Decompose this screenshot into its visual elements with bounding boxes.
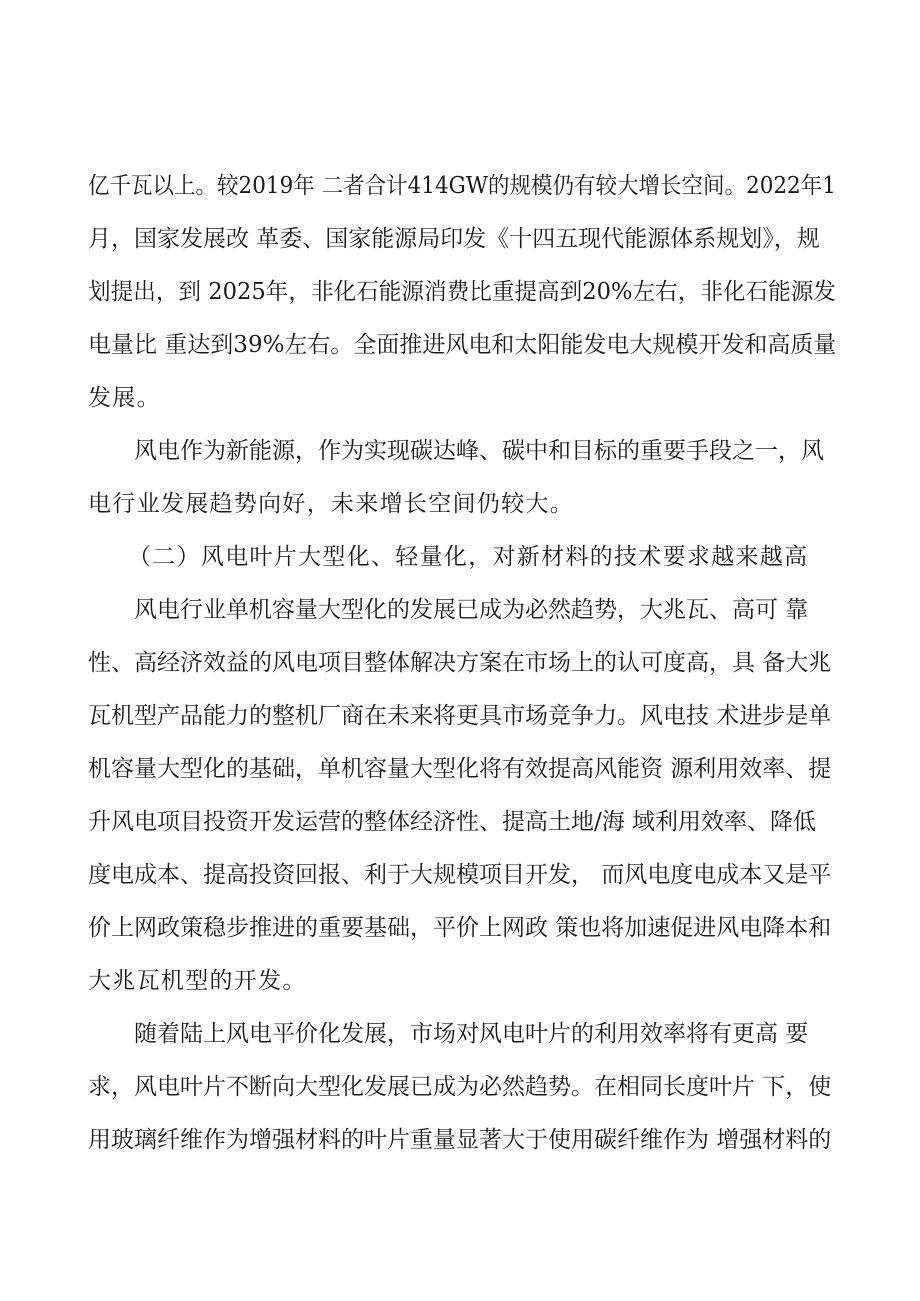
text-line: 价上网政策稳步推进的重要基础，平价上网政 策也将加速促进风电降本和 — [88, 915, 832, 941]
section-heading: （二）风电叶片大型化、轻量化，对新材料的技术要求越来越高 — [128, 544, 809, 570]
text-line: 升风电项目投资开发运营的整体经济性、提高土地/海 域利用效率、降低 — [88, 809, 817, 835]
text-line: 划提出，到 2025年，非化石能源消费比重提高到20%左右，非化石能源发 — [88, 279, 836, 305]
text-line: 求，风电叶片不断向大型化发展已成为必然趋势。在相同长度叶片 下，使 — [88, 1074, 832, 1100]
text-line: 度电成本、提高投资回报、利于大规模项目开发， 而风电度电成本又是平 — [88, 862, 832, 888]
text-line: 大兆瓦机型的开发。 — [88, 968, 307, 994]
text-line: 随着陆上风电平价化发展，市场对风电叶片的利用效率将有更高 要 — [134, 1021, 809, 1047]
text-line: 机容量大型化的基础，单机容量大型化将有效提高风能资 源利用效率、提 — [88, 756, 832, 782]
text-line: 风电作为新能源，作为实现碳达峰、碳中和目标的重要手段之一，风 — [134, 438, 824, 464]
text-line: 亿千瓦以上。较2019年 二者合计414GW的规模仍有较大增长空间。2022年1 — [88, 173, 836, 199]
text-line: 瓦机型产品能力的整机厂商在未来将更具市场竞争力。风电技 术进步是单 — [88, 703, 832, 729]
text-line: 风电行业单机容量大型化的发展已成为必然趋势，大兆瓦、高可 靠 — [134, 597, 809, 623]
text-line: 电行业发展趋势向好，未来增长空间仍较大。 — [88, 491, 574, 517]
text-line: 用玻璃纤维作为增强材料的叶片重量显著大于使用碳纤维作为 增强材料的 — [88, 1127, 832, 1153]
text-line: 发展。 — [88, 385, 161, 411]
text-line: 性、高经济效益的风电项目整体解决方案在市场上的认可度高，具 备大兆 — [88, 650, 832, 676]
text-line: 电量比 重达到39%左右。全面推进风电和太阳能发电大规模开发和高质量 — [88, 332, 837, 358]
text-line: 月，国家发展改 革委、国家能源局印发《十四五现代能源体系规划》，规 — [88, 226, 820, 252]
